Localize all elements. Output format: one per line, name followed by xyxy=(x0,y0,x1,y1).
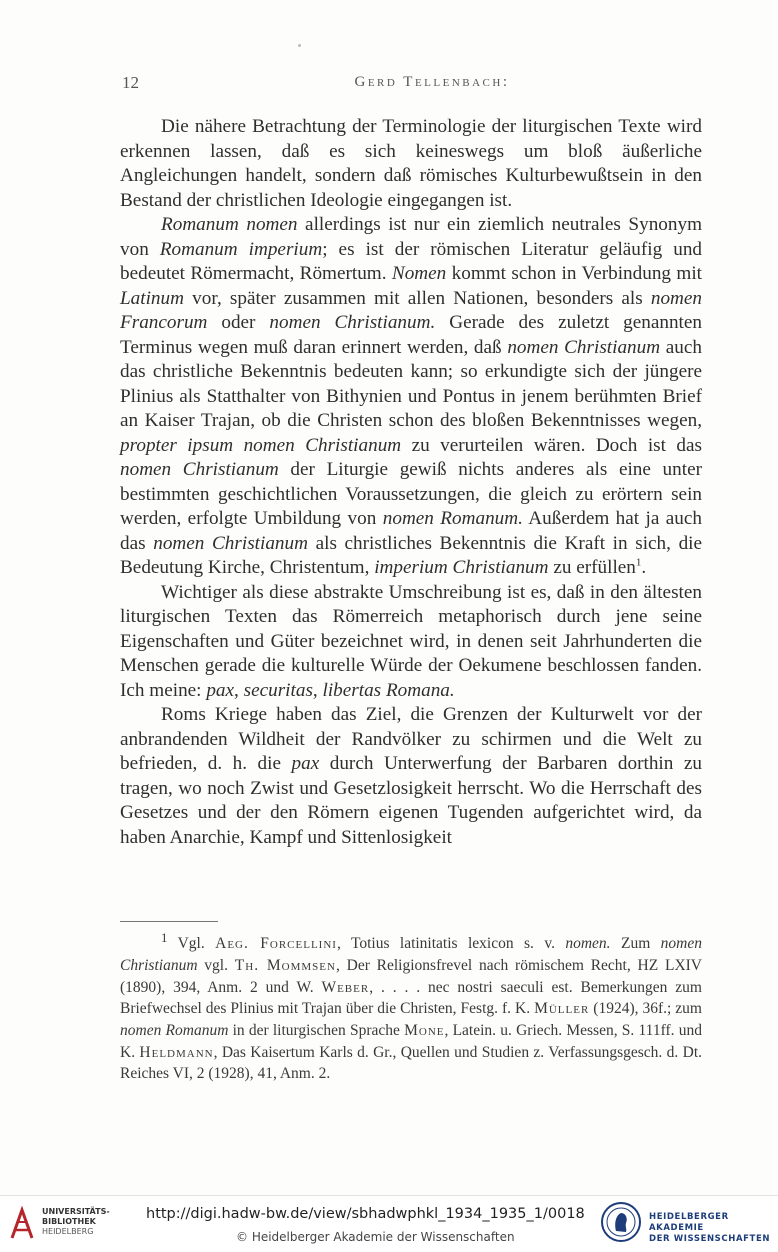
paragraph-2: Romanum nomen allerdings ist nur ein ziemlich neutrales Synonym von Romanum imperium; es ist der römischen Literatur geläufig und bedeutet Römermacht, Römertum. Nomen kommt schon in Verbindung mit Latinum vor, später zusammen mit allen Nationen, besonders als nomen Francorum oder nomen Christianum. Gerade des zuletzt genannten Terminus wegen muß daran erinnert werden, daß nomen Christianum auch das christliche Bekenntnis bedeuten kann; so erkundigte sich der jüngere Plinius als Statthalter von Bithynien und Pontus in jenem berühmten Brief an Kaiser Trajan, ob die Christen schon des bloßen Bekenntnisses wegen, propter ipsum nomen Christianum zu verurteilen wären. Doch ist das nomen Christianum der Liturgie gewiß nichts anderes als eine unter bestimmten geschichtlichen Voraussetzungen, die gleich zu erörtern sein werden, erfolgte Umbildung von nomen Romanum. Außerdem hat ja auch das nomen Christianum als christliches Bekenntnis die Kraft in sich, die Bedeutung Kirche, Christentum, imperium Christianum zu erfüllen$^1$. xyxy=(120,214,703,578)
viewer-footer xyxy=(0,1195,778,1252)
paragraph-4: Roms Kriege haben das Ziel, die Grenzen der Kulturwelt vor der anbrandenden Wildheit der Randvölker zu schirmen und die Welt zu befrieden, d. h. die pax durch Unterwerfung der Barbaren dorthin zu tragen, wo noch Zwist und Gesetzlosigkeit herrscht. Wo die Herrschaft des Gesetzes und der den Römern eigenen Tugenden aufgerichtet wird, da haben Anarchie, Kampf und Sittenlosigkeit xyxy=(120,704,702,848)
university-library-name[interactable]: UNIVERSITÄTS- BIBLIOTHEK HEIDELBERG xyxy=(42,1207,110,1236)
footnote: $^1$ Vgl. Aeg. Forcellini, Totius latinitatis lexicon s. v. nomen. Zum nomen Christianum vgl. Th. Mommsen, Der Religionsfrevel nach römischem Recht, HZ LXIV (1890), 394, Anm. 2 und W. Weber, . . . . nec nostri saeculi est. Bemerkungen zum Briefwechsel des Plinius mit Trajan über die Christen, Festg. f. K. Müller (1924), 36f.; zum nomen Romanum in der liturgischen Sprache Mone, Latein. u. Griech. Messen, S. 111ff. und K. Heldmann, Das Kaisertum Karls d. Gr., Quellen und Studien z. Verfassungsgesch. d. Dt. Reiches VI, 2 (1928), 41, Anm. 2. xyxy=(120,930,703,1083)
body-text xyxy=(120,115,702,850)
running-head: Gerd Tellenbach: xyxy=(354,74,510,90)
academy-name[interactable]: HEIDELBERGER AKADEMIE DER WISSENSCHAFTEN xyxy=(649,1212,771,1244)
academy-seal-icon[interactable] xyxy=(600,1201,642,1243)
footnote-marker: 1 xyxy=(161,930,168,945)
paragraph-1: Die nähere Betrachtung der Terminologie der liturgischen Texte wird erkennen lassen, daß es sich keineswegs um bloß äußerliche Angleichungen handelt, sondern daß römisches Kulturbewußtsein in den Bestand der christlichen Ideologie eingegangen ist. xyxy=(120,116,702,211)
scan-speck xyxy=(298,44,301,47)
page-number: 12 xyxy=(122,73,139,92)
page-header xyxy=(122,73,702,97)
permalink-url[interactable]: http://digi.hadw-bw.de/view/sbhadwphkl_1934_1935_1/0018 xyxy=(146,1206,585,1222)
paragraph-3: Wichtiger als diese abstrakte Umschreibung ist es, daß in den ältesten liturgischen Texten das Römerreich metaphorisch durch jene seine Eigenschaften und Güter bezeichnet wird, in denen seit Jahrhunderten die Menschen gerade die kulturelle Würde der Oekumene beschlossen fanden. Ich meine: pax, securitas, libertas Romana. xyxy=(120,581,702,701)
copyright-notice: © Heidelberger Akademie der Wissenschaften xyxy=(236,1230,515,1244)
footnote-ref[interactable]: 1 xyxy=(635,556,642,569)
university-library-logo-icon[interactable] xyxy=(8,1206,36,1242)
footnote-rule xyxy=(120,921,218,922)
